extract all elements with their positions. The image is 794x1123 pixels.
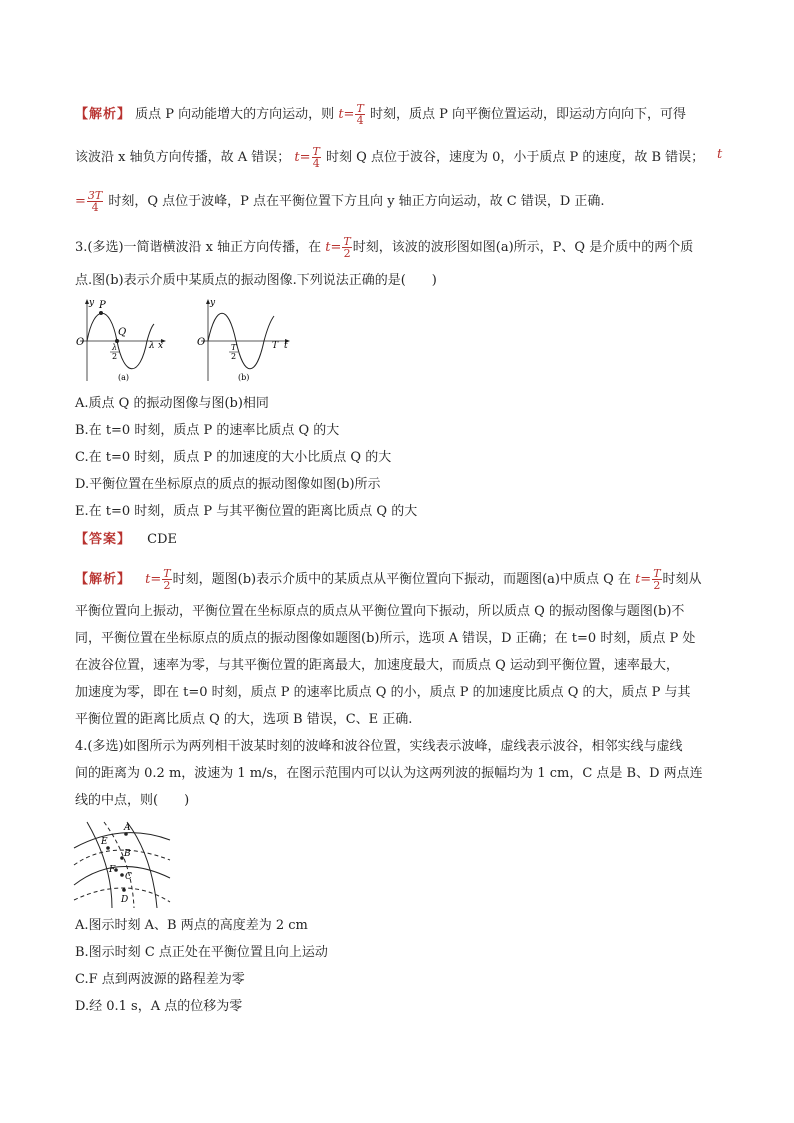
den: 2 (653, 579, 661, 592)
tick-den: 2 (112, 352, 118, 361)
q4-stem-line-2: 间的距离为 0.2 m，波速为 1 m/s，在图示范围内可以认为这两列波的振幅均为 1 cm，C 点是 B、D 两点连 (75, 766, 703, 781)
axis-y-label: y (210, 298, 216, 308)
num: T (343, 235, 351, 248)
tick-T: T (272, 341, 279, 351)
label-d: D (121, 895, 129, 905)
var-t: t (145, 572, 151, 587)
q3-stem-line-1 (75, 236, 693, 259)
eq: = (299, 150, 311, 165)
text: 时刻，该波的波形图如图(a)所示，P、Q 是介质中的两个质 (352, 240, 694, 255)
fraction (312, 146, 321, 169)
eq: = (75, 194, 86, 209)
text: 该波沿 x 轴负方向传播，故 A 错误； (75, 150, 291, 165)
den: 4 (356, 114, 364, 127)
axis-y-label: y (89, 298, 95, 308)
label-b: B (124, 849, 131, 859)
fraction (162, 568, 171, 591)
caption-b: (b) (238, 373, 250, 382)
q3-stem-line-2: 点.图(b)表示介质中某质点的振动图像.下列说法正确的是( ) (75, 273, 437, 288)
q4-stem-line-1: 4.(多选)如图所示为两列相干波某时刻的波峰和波谷位置，实线表示波峰，虚线表示波谷，相邻实线与虚线 (75, 739, 683, 754)
text: 质点 P 向动能增大的方向运动，则 (135, 107, 335, 122)
analysis-tag: 【解析】 (75, 107, 132, 122)
axis-x-label: x (158, 341, 164, 351)
analysis-tag: 【解析】 (75, 572, 132, 587)
q3-option-e: E.在 t=0 时刻，质点 P 与其平衡位置的距离比质点 Q 的大 (75, 504, 418, 519)
q4-option-a: A.图示时刻 A、B 两点的高度差为 2 cm (75, 918, 308, 933)
q4-option-c: C.F 点到两波源的路程差为零 (75, 972, 245, 987)
label-a: A (124, 823, 131, 833)
wave-graph-a (72, 296, 172, 386)
num: 3T (87, 189, 103, 202)
var-t: t (717, 147, 723, 162)
label-f: F (109, 865, 116, 875)
analysis-line-3 (75, 190, 605, 213)
analysis2-line-6: 平衡位置的距离比质点 Q 的大，选项 B 错误，C、E 正确. (75, 712, 413, 727)
fraction (87, 190, 103, 213)
text: 3.(多选)一简谐横波沿 x 轴正方向传播，在 (75, 240, 326, 255)
tick-num: T (231, 343, 237, 352)
q4-option-b: B.图示时刻 C 点正处在平衡位置且向上运动 (75, 945, 328, 960)
q3-option-c: C.在 t=0 时刻，质点 P 的加速度的大小比质点 Q 的大 (75, 450, 392, 465)
text: 时刻，Q 点位于波峰，P 点在平衡位置下方且向 y 轴正方向运动，故 C 错误，D 正确. (108, 194, 605, 209)
label-q: Q (118, 327, 127, 338)
fraction (342, 236, 351, 259)
eq: = (640, 572, 652, 587)
point-p (99, 311, 103, 315)
q3-option-d: D.平衡位置在坐标原点的质点的振动图像如图(b)所示 (75, 477, 381, 492)
var-t: t (294, 150, 300, 165)
tick-lambda: λ (149, 341, 155, 351)
axis-x-label: t (284, 341, 288, 351)
den: 2 (343, 247, 351, 260)
q4-option-d: D.经 0.1 s，A 点的位移为零 (75, 999, 243, 1014)
analysis2-line-4: 在波谷位置，速率为零，与其平衡位置的距离最大，加速度最大，而质点 Q 运动到平衡位置，速率最大， (75, 658, 679, 673)
tick-den: 2 (231, 352, 237, 361)
fraction (652, 568, 661, 591)
origin-label: O (197, 337, 206, 348)
analysis2-line-3: 同，平衡位置在坐标原点的质点的振动图像如题图(b)所示，选项 A 错误，D 正确；在 t=0 时刻，质点 P 处 (75, 631, 696, 646)
var-t: t (635, 572, 641, 587)
q3-answer (75, 531, 177, 549)
den: 4 (312, 157, 320, 170)
analysis2-line-2: 平衡位置向上振动，平衡位置在坐标原点的质点从平衡位置向下振动，所以质点 Q 的振动图像与题图(b)不 (75, 604, 685, 619)
analysis2-line-5: 加速度为零，即在 t=0 时刻，质点 P 的速率比质点 Q 的小，质点 P 的加速度比质点 Q 的大，质点 P 与其 (75, 685, 691, 700)
eq: = (150, 572, 162, 587)
vibration-graph-b (196, 296, 296, 386)
fraction (355, 103, 364, 126)
den: 2 (163, 579, 171, 592)
eq: = (330, 240, 342, 255)
answer-tag: 【答案】 (75, 532, 132, 547)
q3-option-a: A.质点 Q 的振动图像与图(b)相同 (75, 396, 269, 411)
answer-value: CDE (147, 532, 178, 547)
num: T (163, 567, 171, 580)
var-t: t (325, 240, 331, 255)
label-e: E (101, 837, 108, 847)
q3-option-b: B.在 t=0 时刻，质点 P 的速率比质点 Q 的大 (75, 423, 340, 438)
origin-label: O (76, 337, 85, 348)
analysis-line-2 (75, 145, 723, 170)
text: 时刻 Q 点位于波谷，速度为 0，小于质点 P 的速度，故 B 错误； (326, 150, 705, 165)
analysis2-line-1 (75, 568, 702, 591)
text: 时刻，题图(b)表示介质中的某质点从平衡位置向下振动，而题图(a)中质点 Q 在 (172, 572, 636, 587)
eq: = (343, 107, 355, 122)
num: T (312, 145, 320, 158)
tick-num: λ (112, 343, 118, 352)
label-p: P (99, 300, 106, 311)
interference-figure (72, 820, 172, 910)
num: T (356, 102, 364, 115)
analysis-line-1 (75, 103, 686, 126)
text: 时刻，质点 P 向平衡位置运动，即运动方向向下，可得 (369, 107, 686, 122)
text: 时刻从 (662, 572, 702, 587)
q4-stem-line-3: 线的中点，则( ) (75, 793, 190, 808)
var-t: t (338, 107, 344, 122)
label-c: C (125, 872, 132, 882)
num: T (653, 567, 661, 580)
caption-a: (a) (118, 373, 130, 382)
den: 4 (91, 201, 99, 214)
